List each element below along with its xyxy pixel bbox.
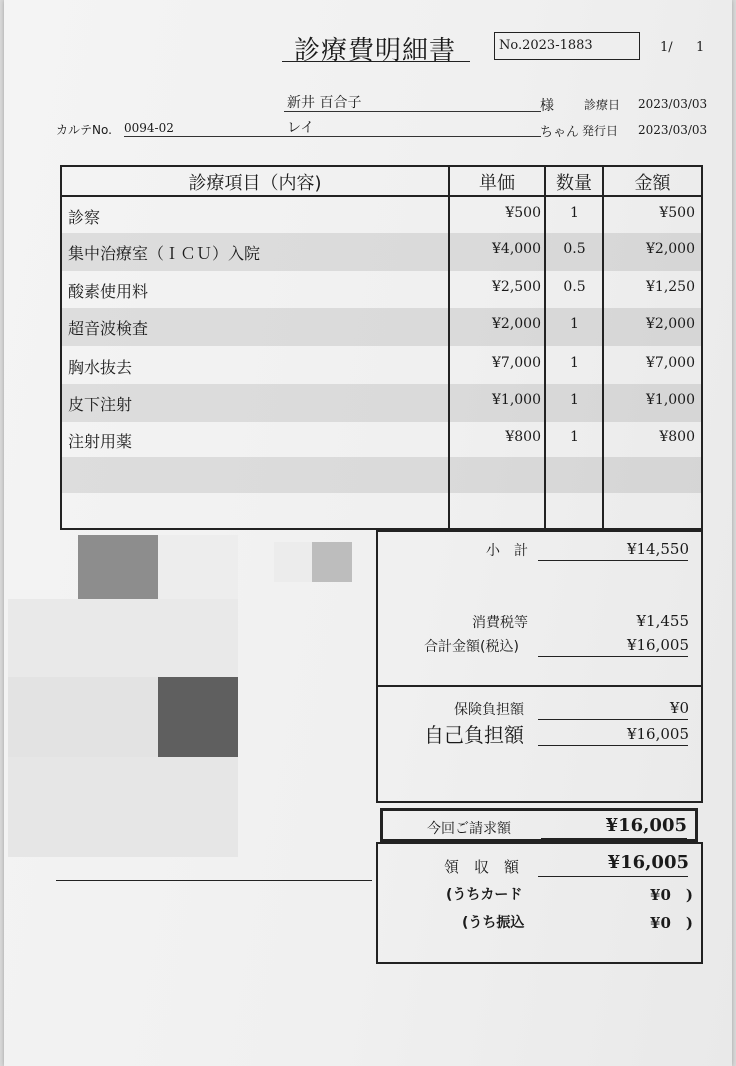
insurance-value: ¥0 <box>669 699 689 717</box>
document-number: No.2023-1883 <box>494 32 640 60</box>
amount: ¥800 <box>659 429 695 445</box>
treatment-date: 2023/03/03 <box>638 97 708 111</box>
title-underline <box>282 61 470 62</box>
tax-label: 消費税等 <box>472 615 528 631</box>
quantity: 1 <box>570 316 579 332</box>
items-table <box>60 165 703 530</box>
item-name: 胸水抜去 <box>68 358 133 377</box>
unit-price: ¥4,000 <box>492 241 541 257</box>
quantity: 0.5 <box>563 241 586 257</box>
header-item: 診療項目（内容) <box>188 173 322 194</box>
transfer-value: ¥0 ) <box>650 914 693 932</box>
quantity: 0.5 <box>563 279 586 295</box>
amount: ¥2,000 <box>646 241 695 257</box>
amount: ¥1,250 <box>646 279 695 295</box>
unit-price: ¥2,000 <box>492 316 541 332</box>
billing-value: ¥16,005 <box>605 815 687 836</box>
table-row <box>62 308 701 346</box>
insurance-label: 保険負担額 <box>454 702 524 718</box>
table-row <box>62 271 701 309</box>
amount: ¥2,000 <box>646 316 695 332</box>
document-title: 診療費明細書 <box>294 36 457 66</box>
self-pay-label: 自己負担額 <box>424 723 524 747</box>
subtotal-label: 小 計 <box>486 543 528 559</box>
tax-value: ¥1,455 <box>636 612 689 630</box>
unit-price: ¥1,000 <box>492 392 541 408</box>
item-name: 診察 <box>68 208 101 227</box>
invoice-paper <box>4 0 732 1066</box>
treatment-date-label: 診療日 <box>584 98 621 112</box>
column-divider <box>602 167 604 528</box>
card-label: (うちカード <box>446 887 523 903</box>
issue-date-label: 発行日 <box>582 124 619 138</box>
pet-suffix: ちゃん <box>540 125 580 140</box>
payment-share-box <box>376 685 703 803</box>
transfer-label: (うち振込 <box>462 915 525 931</box>
self-pay-value: ¥16,005 <box>626 725 689 743</box>
unit-price: ¥500 <box>505 205 541 221</box>
redaction-block <box>312 542 352 582</box>
unit-price: ¥800 <box>505 429 541 445</box>
amount: ¥1,000 <box>646 392 695 408</box>
item-name: 超音波検査 <box>68 319 149 338</box>
received-box <box>376 842 703 964</box>
subtotal-box <box>376 530 703 687</box>
amount: ¥500 <box>659 205 695 221</box>
page-total: 1 <box>696 40 705 55</box>
billing-underline <box>541 838 687 839</box>
unit-price: ¥2,500 <box>492 279 541 295</box>
header-unit-price: 単価 <box>479 173 515 194</box>
quantity: 1 <box>570 355 579 371</box>
total-underline <box>538 656 688 657</box>
quantity: 1 <box>570 392 579 408</box>
redaction-block <box>158 535 238 599</box>
insurance-underline <box>538 719 688 720</box>
billing-label: 今回ご請求額 <box>427 821 511 837</box>
header-quantity: 数量 <box>556 173 592 194</box>
item-name: 酸素使用料 <box>68 282 149 301</box>
header-amount: 金額 <box>634 173 671 194</box>
column-divider <box>448 167 450 528</box>
item-name: 皮下注射 <box>68 395 133 414</box>
redaction-block <box>8 757 238 857</box>
column-divider <box>544 167 546 528</box>
self-pay-underline <box>538 745 688 746</box>
table-row-empty <box>62 457 701 493</box>
total-label: 合計金額(税込) <box>424 639 519 655</box>
received-underline <box>538 876 688 877</box>
subtotal-underline <box>538 560 688 561</box>
subtotal-value: ¥14,550 <box>626 540 689 558</box>
signature-line <box>56 880 372 881</box>
owner-suffix: 様 <box>540 98 554 114</box>
quantity: 1 <box>570 429 579 445</box>
table-row <box>62 347 701 385</box>
redaction-block <box>78 535 158 599</box>
billing-box <box>380 808 698 842</box>
chart-no-label: カルテNo. <box>56 123 112 137</box>
table-row <box>62 233 701 271</box>
table-row <box>62 197 701 235</box>
redacted-image <box>8 530 378 860</box>
item-name: 集中治療室（ＩＣＵ）入院 <box>68 244 261 263</box>
chart-no: 0094-02 <box>124 121 284 137</box>
page-current: 1/ <box>660 40 673 55</box>
owner-name: 新井 百合子 <box>284 92 541 112</box>
table-row <box>62 384 701 422</box>
pet-name: レイ <box>284 117 541 137</box>
redaction-block <box>158 677 238 757</box>
redaction-block <box>274 542 314 582</box>
amount: ¥7,000 <box>646 355 695 371</box>
card-value: ¥0 ) <box>650 886 693 904</box>
redaction-block <box>8 677 158 757</box>
received-label: 領 収 額 <box>444 858 520 876</box>
unit-price: ¥7,000 <box>492 355 541 371</box>
total-value: ¥16,005 <box>626 636 689 654</box>
received-value: ¥16,005 <box>607 852 689 873</box>
redaction-block <box>8 599 238 677</box>
quantity: 1 <box>570 205 579 221</box>
table-row <box>62 421 701 459</box>
issue-date: 2023/03/03 <box>638 123 708 137</box>
item-name: 注射用薬 <box>68 432 133 451</box>
